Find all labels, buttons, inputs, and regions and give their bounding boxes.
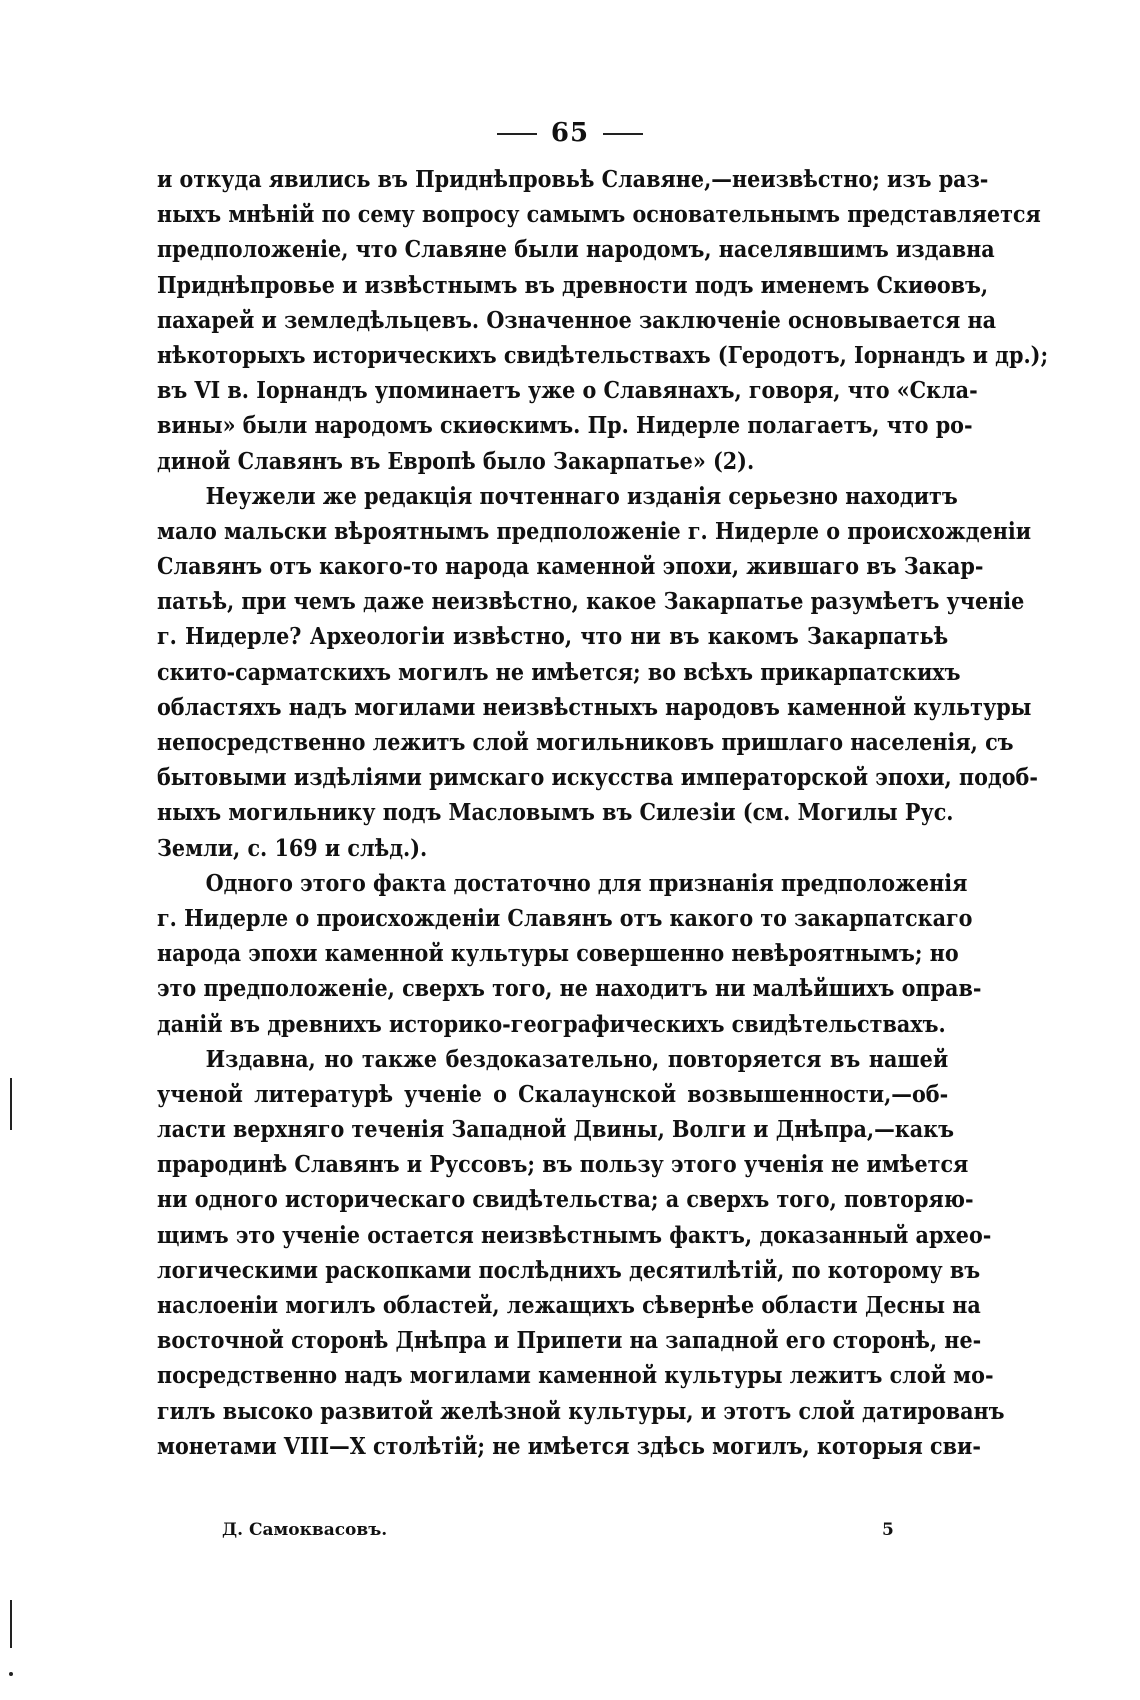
text-line: даній въ древнихъ историко-географическихъ свидѣтельствахъ.	[157, 1010, 946, 1038]
text-line: наслоеніи могилъ областей, лежащихъ сѣвернѣе области Десны на	[157, 1292, 981, 1319]
page-number-dash-left	[497, 133, 537, 135]
text-line: монетами VIII—X столѣтій; не имѣется здѣсь могилъ, которыя сви-	[157, 1432, 981, 1460]
footer-signature-mark: 5	[882, 1520, 894, 1540]
page-number	[0, 118, 1140, 148]
text-line: предположеніе, что Славяне были народомъ, населявшимъ издавна	[157, 236, 995, 264]
text-line: мало мальски вѣроятнымъ предположеніе г. Нидерле о происхожденіи	[157, 517, 1032, 545]
text-line: ученой литературѣ ученіе о Скалаунской возвышенности,—об-	[157, 1080, 949, 1108]
text-line: пахарей и земледѣльцевъ. Означенное заключеніе основывается на	[157, 306, 997, 334]
text-line: Приднѣпровье и извѣстнымъ въ древности подъ именемъ Скиѳовъ,	[157, 271, 989, 299]
text-line: народа эпохи каменной культуры совершенно невѣроятнымъ; но	[157, 940, 959, 968]
page-number-value: 65	[550, 118, 590, 148]
text-line: Одного этого факта достаточно для признанія предположенія	[205, 869, 968, 897]
text-line: посредственно надъ могилами каменной культуры лежитъ слой мо-	[157, 1362, 994, 1390]
text-line: вины» были народомъ скиѳскимъ. Пр. Нидерле полагаетъ, что ро-	[157, 412, 973, 440]
text-line: это предположеніе, сверхъ того, не находитъ ни малѣйшихъ оправ-	[157, 975, 982, 1003]
text-line: непосредственно лежитъ слой могильниковъ пришлаго населенія, съ	[157, 729, 1014, 756]
text-line: восточной сторонѣ Днѣпра и Припети на западной его сторонѣ, не-	[157, 1327, 982, 1355]
text-line: Неужели же редакція почтеннаго изданія серьезно находитъ	[205, 482, 958, 510]
text-line: и откуда явились въ Приднѣпровьѣ Славяне,—неизвѣстно; изъ раз-	[157, 166, 989, 193]
text-line: г. Нидерле? Археологіи извѣстно, что ни въ какомъ Закарпатьѣ	[157, 623, 949, 651]
text-line: въ VI в. Іорнандъ упоминаетъ уже о Славянахъ, говоря, что «Скла-	[157, 377, 978, 405]
text-line: скито-сарматскихъ могилъ не имѣется; во всѣхъ прикарпатскихъ	[157, 658, 961, 686]
text-line: г. Нидерле о происхожденіи Славянъ отъ какого то закарпатскаго	[157, 904, 973, 932]
text-line: ни одного историческаго свидѣтельства; а сверхъ того, повторяю-	[157, 1186, 974, 1214]
text-line: логическими раскопками послѣднихъ десятилѣтій, по которому въ	[157, 1256, 981, 1284]
text-line: патьѣ, при чемъ даже неизвѣстно, какое Закарпатье разумѣетъ ученіе	[157, 588, 1025, 616]
text-line: прародинѣ Славянъ и Руссовъ; въ пользу этого ученія не имѣется	[157, 1151, 969, 1179]
page-number-dash-right	[603, 133, 643, 135]
footer-author: Д. Самоквасовъ.	[222, 1520, 388, 1540]
text-line: Земли, с. 169 и слѣд.).	[157, 834, 428, 862]
text-line: диной Славянъ въ Европѣ было Закарпатье» (2).	[157, 447, 755, 475]
text-line: гилъ высоко развитой желѣзной культуры, и этотъ слой датированъ	[157, 1397, 1005, 1425]
text-line: ныхъ могильнику подъ Масловымъ въ Силезіи (см. Могилы Рус.	[157, 799, 954, 827]
margin-scan-mark	[10, 1600, 12, 1648]
margin-scan-mark	[10, 1078, 12, 1130]
body-text	[157, 162, 1049, 1464]
text-line: щимъ это ученіе остается неизвѣстнымъ фактъ, доказанный архео-	[157, 1221, 992, 1249]
text-line: Славянъ отъ какого-то народа каменной эпохи, жившаго въ Закар-	[157, 553, 984, 581]
text-line: нѣкоторыхъ историческихъ свидѣтельствахъ (Геродотъ, Іорнандъ и др.);	[157, 341, 1049, 369]
margin-scan-mark	[9, 1672, 13, 1676]
text-line: Издавна, но также бездоказательно, повторяется въ нашей	[205, 1045, 949, 1073]
text-line: бытовыми издѣліями римскаго искусства императорской эпохи, подоб-	[157, 764, 1038, 792]
text-line: ныхъ мнѣній по сему вопросу самымъ основательнымъ представляется	[157, 201, 1041, 229]
text-line: ласти верхняго теченія Западной Двины, Волги и Днѣпра,—какъ	[157, 1116, 954, 1144]
text-line: областяхъ надъ могилами неизвѣстныхъ народовъ каменной культуры	[157, 693, 1032, 721]
